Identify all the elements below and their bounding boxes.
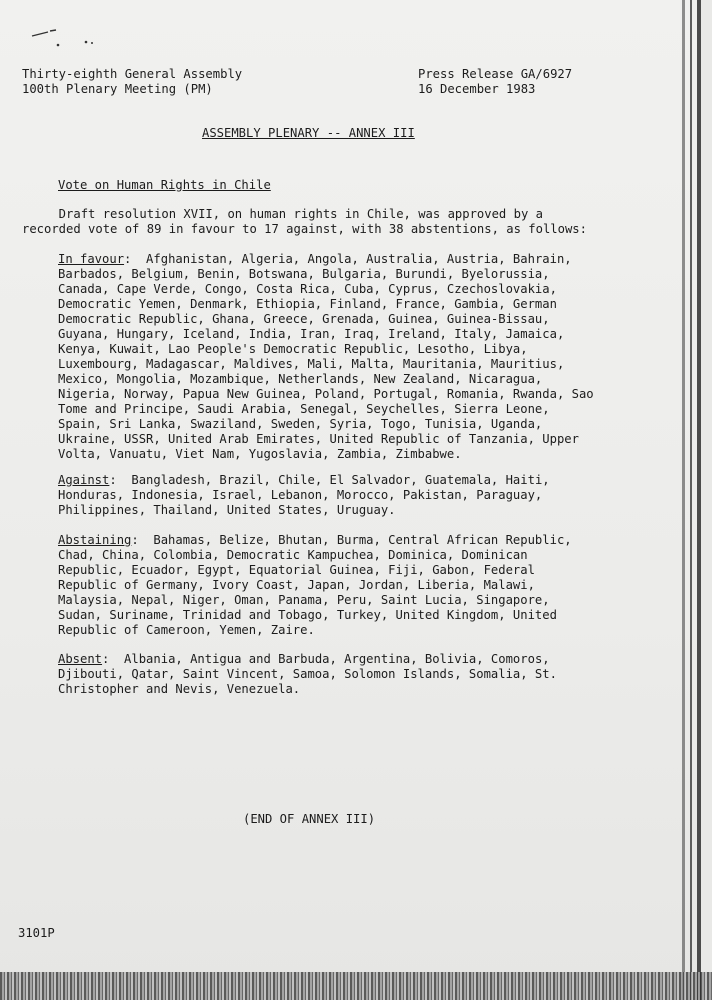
end-of-annex-note: (END OF ANNEX III): [243, 812, 376, 826]
abstaining-list: : Bahamas, Belize, Bhutan, Burma, Central African Republic, Chad, China, Colombia, Democratic Kampuchea, Dominica, Dominican Republic, Ecuador, Egypt, Equatorial Guinea, Fiji, Gabon, Federal Republic of Germany, Ivory Coast, Japan, Jordan, Liberia, Malawi, Malaysia, Nepal, Niger, Oman, Panama, Peru, Saint Lucia, Singapore, Sudan, Suriname, Trinidad and Tobago, Turkey, United Kingdom, United Republic of Cameroon, Yemen, Zaire.: [58, 533, 572, 637]
press-release-number: Press Release GA/6927: [418, 67, 573, 81]
page-edge-shadow: [682, 0, 685, 1000]
against-section: [58, 473, 550, 518]
scan-noise-strip: [0, 972, 712, 1000]
abstaining-section: [58, 533, 572, 638]
document-code: 3101P: [18, 926, 55, 940]
absent-label: Absent: [58, 652, 103, 666]
absent-list: : Albania, Antigua and Barbuda, Argentina, Bolivia, Comoros, Djibouti, Qatar, Saint Vincent, Samoa, Solomon Islands, Somalia, St. Christopher and Nevis, Venezuela.: [58, 652, 557, 696]
page-edge-shadow: [697, 0, 701, 1000]
in-favour-section: [58, 252, 594, 462]
abstaining-label: Abstaining: [58, 533, 132, 547]
against-list: : Bangladesh, Brazil, Chile, El Salvador, Guatemala, Haiti, Honduras, Indonesia, Israel, Lebanon, Morocco, Pakistan, Paraguay, Philippines, Thailand, United States, Uruguay.: [58, 473, 550, 517]
document-title: ASSEMBLY PLENARY -- ANNEX III: [202, 126, 415, 140]
session-line: Thirty-eighth General Assembly: [22, 67, 243, 81]
staple-marks: [30, 28, 100, 50]
assembly-header: [22, 67, 242, 97]
page-edge-shadow: [690, 0, 692, 1000]
absent-section: [58, 652, 557, 697]
in-favour-list: : Afghanistan, Algeria, Angola, Australia, Austria, Bahrain, Barbados, Belgium, Benin, Botswana, Bulgaria, Burundi, Byelorussia, Canada, Cape Verde, Congo, Costa Rica, Cuba, Cyprus, Czechoslovakia, Democratic Yemen, Denmark, Ethiopia, Finland, France, Gambia, German Democratic Republic, Ghana, Greece, Grenada, Guinea, Guinea-Bissau, Guyana, Hungary, Iceland, India, Iran, Iraq, Ireland, Italy, Jamaica, Kenya, Kuwait, Lao People's Democratic Republic, Lesotho, Libya, Luxembourg, Madagascar, Maldives, Mali, Malta, Mauritania, Mauritius, Mexico, Mongolia, Mozambique, Netherlands, New Zealand, Nicaragua, Nigeria, Norway, Papua New Guinea, Poland, Portugal, Romania, Rwanda, Sao Tome and Principe, Saudi Arabia, Senegal, Seychelles, Sierra Leone, Spain, Sri Lanka, Swaziland, Sweden, Syria, Togo, Tunisia, Uganda, Ukraine, USSR, United Arab Emirates, United Republic of Tanzania, Upper Volta, Vanuatu, Viet Nam, Yugoslavia, Zambia, Zimbabwe.: [58, 252, 594, 461]
meeting-line: 100th Plenary Meeting (PM): [22, 82, 213, 96]
in-favour-label: In favour: [58, 252, 125, 266]
intro-paragraph: Draft resolution XVII, on human rights in Chile, was approved by a recorded vote of 89 in favour to 17 against, with 38 abstentions, as follows:: [22, 207, 587, 236]
document-subtitle: Vote on Human Rights in Chile: [58, 178, 271, 192]
press-release-header: [418, 67, 572, 97]
against-label: Against: [58, 473, 110, 487]
release-date: 16 December 1983: [418, 82, 536, 96]
